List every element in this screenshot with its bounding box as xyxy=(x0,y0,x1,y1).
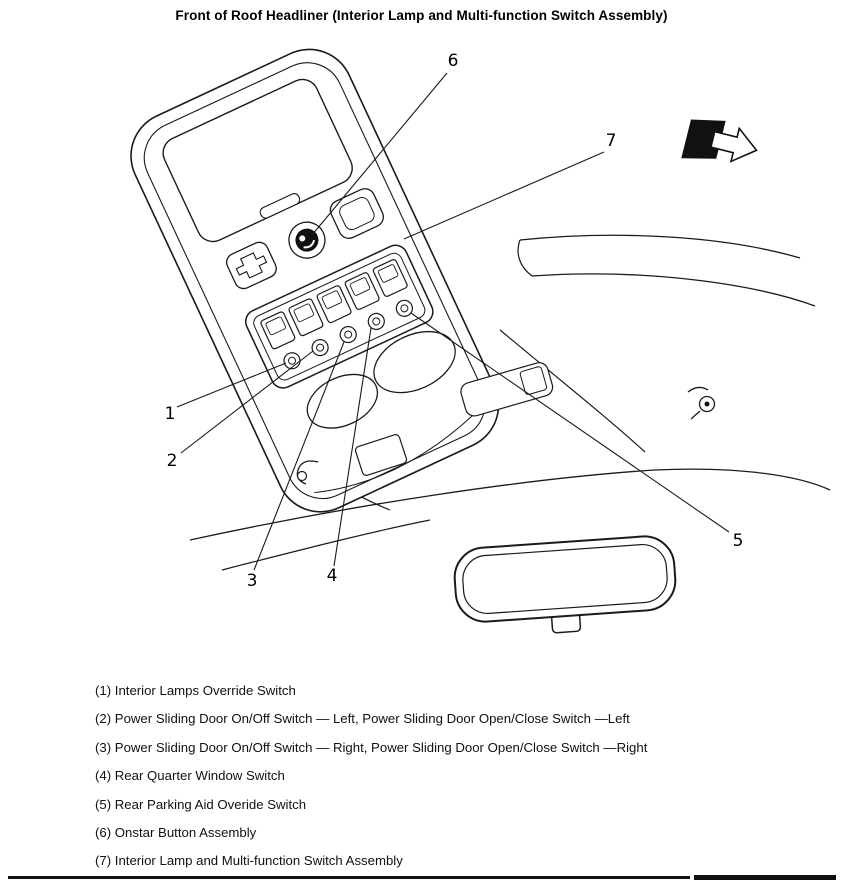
callout-number-4: 4 xyxy=(326,566,338,586)
legend-item-6: (6) Onstar Button Assembly xyxy=(95,824,257,840)
rearview-mirror xyxy=(453,534,679,639)
bottom-rule-segment xyxy=(694,875,836,880)
direction-arrow-icon xyxy=(681,113,761,176)
headliner-sweep-line-2 xyxy=(222,520,430,570)
legend-item-3: (3) Power Sliding Door On/Off Switch — Right, Power Sliding Door Open/Close Switch —Right xyxy=(95,739,648,755)
callout-number-7: 7 xyxy=(605,131,617,151)
harness-hook-eye xyxy=(298,472,307,481)
mirror-outer xyxy=(453,534,678,623)
headliner-seam-line-lower xyxy=(532,274,815,306)
legend-item-5: (5) Rear Parking Aid Overide Switch xyxy=(95,796,307,812)
bottom-rule xyxy=(8,876,690,879)
callout-line-7 xyxy=(404,152,604,239)
wiring-grommet-icon xyxy=(688,387,715,419)
legend-item-4: (4) Rear Quarter Window Switch xyxy=(95,768,285,784)
wiring-grommet-wire xyxy=(688,387,708,392)
legend-item-2: (2) Power Sliding Door On/Off Switch — Left, Power Sliding Door Open/Close Switch —Left xyxy=(95,711,630,727)
callout-number-5: 5 xyxy=(732,531,744,551)
callout-number-3: 3 xyxy=(246,571,258,591)
callout-number-2: 2 xyxy=(166,451,178,471)
wiring-grommet-tail xyxy=(691,411,700,419)
headliner-seam-line-upper xyxy=(520,235,800,258)
legend xyxy=(95,677,647,876)
headliner-seam-connector xyxy=(518,240,532,276)
legend-item-7: (7) Interior Lamp and Multi-function Switch Assembly xyxy=(95,853,403,869)
callout-number-6: 6 xyxy=(447,51,459,71)
diagram-title: Front of Roof Headliner (Interior Lamp and Multi-function Switch Assembly) xyxy=(175,8,668,23)
callout-number-1: 1 xyxy=(164,404,176,424)
legend-item-1: (1) Interior Lamps Override Switch xyxy=(95,683,296,698)
wiring-grommet-center xyxy=(705,402,710,407)
